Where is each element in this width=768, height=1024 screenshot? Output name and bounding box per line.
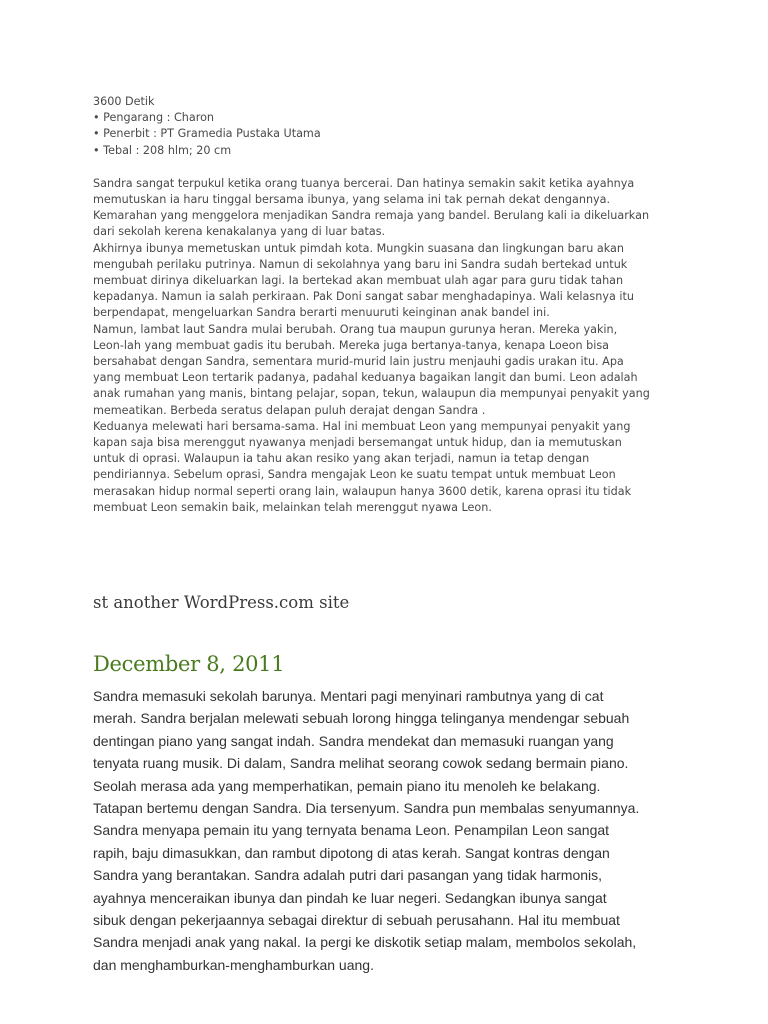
post-line: tenyata ruang musik. Di dalam, Sandra melihat seorang cowok sedang bermain piano.: [93, 755, 629, 772]
synopsis-line: membuat dirinya dikeluarkan lagi. Ia bertekad akan membuat ulah agar para guru tidak tahan: [93, 274, 624, 288]
synopsis-line: mengubah perilaku putrinya. Namun di sekolahnya yang baru ini Sandra sudah bertekad untuk: [93, 257, 628, 271]
synopsis-line: dari sekolah kerena kenakalanya yang di luar batas.: [93, 225, 386, 239]
synopsis-line: memeatikan. Berbeda seratus delapan puluh derajat dengan Sandra .: [93, 403, 486, 417]
post-line: merah. Sandra berjalan melewati sebuah lorong hingga telinganya mendengar sebuah: [93, 710, 630, 727]
synopsis-line: anak rumahan yang manis, bintang pelajar, sopan, tekun, walaupun dia mempunyai penyakit yang: [93, 387, 650, 401]
post-line: Seolah merasa ada yang memperhatikan, pemain piano itu menoleh ke belakang.: [93, 777, 601, 794]
synopsis-line: berpendapat, mengeluarkan Sandra berarti menuuruti keinginan anak bandel ini.: [93, 306, 550, 320]
synopsis-line: Leon-lah yang membuat gadis itu berubah. Mereka juga bertanya-tanya, kenapa Loeon bisa: [93, 338, 610, 352]
book-pages: • Tebal : 208 hlm; 20 cm: [93, 143, 232, 157]
post-line: dentingan piano yang sangat indah. Sandra mendekat dan memasuki ruangan yang: [93, 732, 614, 749]
book-author: • Pengarang : Charon: [93, 111, 215, 125]
synopsis-line: Keduanya melewati hari bersama-sama. Hal ini membuat Leon yang mempunyai penyakit yang: [93, 419, 631, 433]
post-line: sibuk dengan pekerjaannya sebagai direktur di sebuah perusahann. Hal itu membuat: [93, 912, 620, 929]
synopsis-line: kepadanya. Namun ia salah perkiraan. Pak Doni sangat sabar menghadapinya. Wali kelasnya itu: [93, 290, 634, 304]
synopsis-line: bersahabat dengan Sandra, sementara murid-murid lain justru menjauhi gadis urakan itu. Apa: [93, 355, 624, 369]
post-line: rapih, baju dimasukkan, dan rambut dipotong di atas kerah. Sangat kontras dengan: [93, 844, 610, 861]
synopsis-line: membuat Leon semakin baik, melainkan telah merenggut nyawa Leon.: [93, 500, 492, 514]
post-date-heading[interactable]: December 8, 2011: [93, 652, 285, 676]
book-publisher: • Penerbit : PT Gramedia Pustaka Utama: [93, 127, 321, 141]
book-review-block: [93, 94, 693, 516]
post-body: [93, 685, 693, 976]
synopsis-line: kapan saja bisa merenggut nyawanya menjadi bersemangat untuk hidup, dan ia memutuskan: [93, 436, 622, 450]
post-line: Sandra menjadi anak yang nakal. Ia pergi ke diskotik setiap malam, membolos sekolah,: [93, 934, 637, 951]
synopsis-line: merasakan hidup normal seperti orang lain, walaupun hanya 3600 detik, karena oprasi itu tidak: [93, 484, 632, 498]
site-tagline: st another WordPress.com site: [93, 593, 350, 612]
synopsis-line: Akhirnya ibunya memetuskan untuk pimdah kota. Mungkin suasana dan lingkungan baru akan: [93, 241, 624, 255]
synopsis-line: memutuskan ia haru tinggal bersama ibunya, yang selama ini tak pernah dekat dengannya.: [93, 193, 611, 207]
synopsis-line: yang membuat Leon tertarik padanya, padahal keduanya bagaikan langit dan bumi. Leon adalah: [93, 371, 638, 385]
synopsis-line: pendiriannya. Sebelum oprasi, Sandra mengajak Leon ke suatu tempat untuk membuat Leon: [93, 468, 616, 482]
spacer: [93, 159, 693, 176]
synopsis-line: Sandra sangat terpukul ketika orang tuanya bercerai. Dan hatinya semakin sakit ketika ayahnya: [93, 176, 635, 190]
post-line: Sandra memasuki sekolah barunya. Mentari pagi menyinari rambutnya yang di cat: [93, 688, 604, 704]
post-line: Sandra menyapa pemain itu yang ternyata benama Leon. Penampilan Leon sangat: [93, 822, 610, 839]
post-line: Sandra yang berantakan. Sandra adalah putri dari pasangan yang tidak harmonis,: [93, 867, 603, 884]
book-title: 3600 Detik: [93, 95, 155, 108]
post-line: ayahnya menceraikan ibunya dan pindah ke luar negeri. Sedangkan ibunya sangat: [93, 889, 607, 906]
synopsis-line: Namun, lambat laut Sandra mulai berubah. Orang tua maupun gurunya heran. Mereka yakin,: [93, 322, 618, 336]
synopsis-line: Kemarahan yang menggelora menjadikan Sandra remaja yang bandel. Berulang kali ia dikeluarkan: [93, 209, 650, 223]
post-line: Tatapan bertemu dengan Sandra. Dia tersenyum. Sandra pun membalas senyumannya.: [93, 800, 640, 817]
post-line: dan menghamburkan-menghamburkan uang.: [93, 956, 374, 973]
synopsis-line: untuk di oprasi. Walaupun ia tahu akan resiko yang akan terjadi, namun ia tetap dengan: [93, 452, 590, 466]
